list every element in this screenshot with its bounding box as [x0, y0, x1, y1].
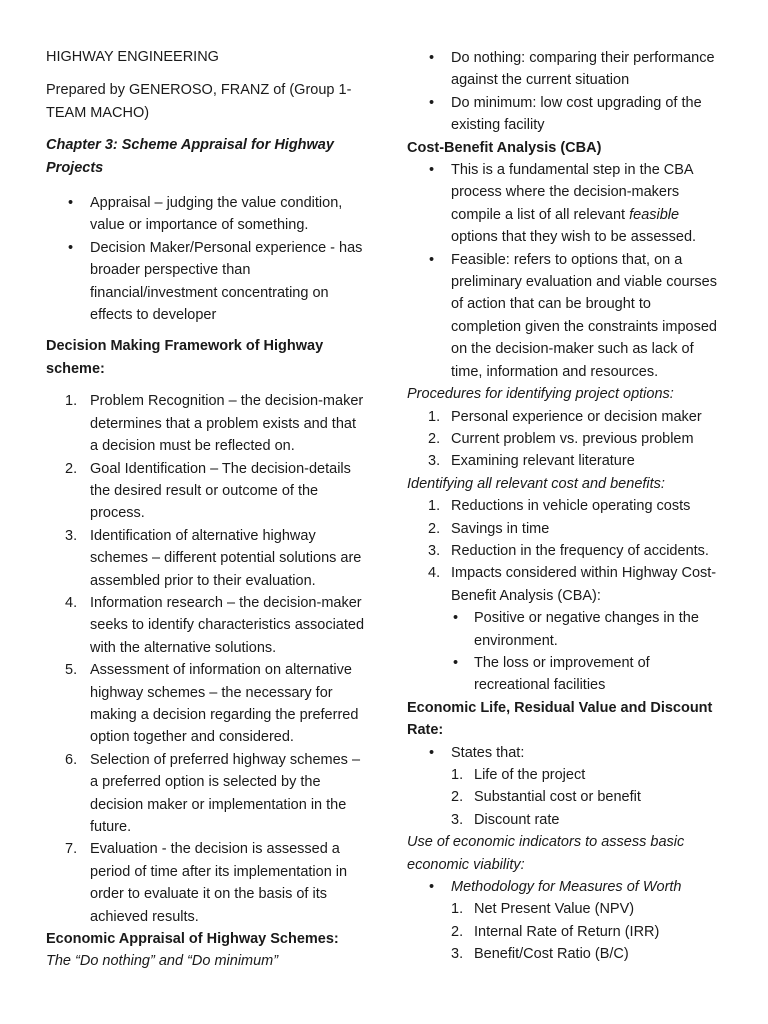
methodology-bullet-list: [407, 876, 725, 966]
framework-list: [46, 390, 368, 928]
list-item: • Do nothing: comparing their performance against the current situation: [407, 47, 725, 92]
list-item: [46, 390, 368, 457]
list-item: • Positive or negative changes in the environment.: [451, 607, 725, 652]
list-item: • Do minimum: low cost upgrading of the existing facility: [407, 92, 725, 137]
list-item: [451, 809, 725, 831]
list-text: This is a fundamental step in the CBA process where the decision-makers compile a list of all relevant: [451, 162, 693, 223]
list-item: [407, 159, 725, 249]
list-text: Assessment of information on alternative highway schemes – the necessary for making a decision regarding the preferred option together and considered.: [90, 662, 359, 746]
intro-bullet-list: [46, 192, 368, 326]
list-item: [407, 450, 725, 472]
list-item: [46, 659, 368, 749]
list-text: Selection of preferred highway schemes – a preferred option is selected by the decision maker or implementation in the future.: [90, 751, 361, 835]
list-item: • Feasible: refers to options that, on a preliminary evaluation and viable courses of action that can be brought to completion given the constraints imposed on the decision-maker such as lack of time, information and resources.: [407, 249, 725, 383]
list-text: Problem Recognition – the decision-maker determines that a problem exists and that a decision must be reflected on.: [90, 393, 364, 455]
list-text: Information research – the decision-maker seeks to identify characteristics associated with the alternative solutions.: [90, 594, 365, 656]
list-item: [407, 428, 725, 450]
list-item: [46, 525, 368, 592]
list-item: [407, 518, 725, 540]
list-text: Benefit/Cost Ratio (B/C): [474, 946, 629, 963]
econ-life-heading: Economic Life, Residual Value and Discount Rate:: [407, 699, 713, 739]
document-title: HIGHWAY ENGINEERING: [46, 49, 219, 65]
list-number: 6.: [65, 751, 78, 768]
list-item: • The loss or improvement of recreational facilities: [451, 652, 725, 697]
list-number: 1.: [65, 393, 78, 410]
list-item: [407, 495, 725, 517]
list-number: 5.: [65, 662, 78, 679]
states-list: [451, 764, 725, 831]
list-number: 2.: [428, 430, 441, 447]
list-text: Discount rate: [474, 811, 560, 828]
list-number: 1.: [451, 767, 464, 783]
list-text: Current problem vs. previous problem: [451, 430, 694, 447]
impact-bullet-list: [451, 607, 725, 697]
list-item: [46, 749, 368, 839]
list-text: States that:: [451, 744, 525, 761]
list-number: 3.: [65, 527, 78, 544]
list-number: 2.: [451, 789, 464, 806]
list-item: [407, 562, 725, 696]
list-text: Net Present Value (NPV): [474, 901, 635, 918]
identify-list: [407, 495, 725, 697]
list-text: Examining relevant literature: [451, 453, 635, 470]
identify-heading: Identifying all relevant cost and benefits:: [407, 475, 665, 492]
cba-bullet-list: [407, 159, 725, 383]
list-item: • Appraisal – judging the value condition, value or importance of something.: [46, 192, 368, 237]
measures-list: [451, 898, 725, 965]
chapter-number: Chapter 3: [46, 137, 113, 154]
framework-heading: Decision Making Framework of Highway scheme:: [46, 338, 324, 377]
right-column: [407, 47, 725, 966]
list-text: Methodology for Measures of Worth: [451, 879, 682, 896]
list-text: Substantial cost or benefit: [474, 789, 641, 806]
list-item: [407, 876, 725, 966]
econ-appraisal-heading: Economic Appraisal of Highway Schemes:: [46, 931, 339, 948]
list-number: 2.: [451, 923, 464, 940]
procedures-list: [407, 406, 725, 473]
list-item: [46, 838, 368, 928]
list-text: Reductions in vehicle operating costs: [451, 498, 691, 515]
states-bullet-list: [407, 742, 725, 832]
list-item: [46, 592, 368, 659]
list-item: [407, 742, 725, 832]
chapter-heading: [46, 134, 368, 179]
list-number: 2.: [65, 460, 78, 477]
chapter-title: : Scheme Appraisal for Highway Projects: [46, 137, 334, 176]
list-text: Savings in time: [451, 520, 550, 537]
emphasis-text: feasible: [629, 206, 680, 223]
left-column: [46, 46, 368, 973]
list-number: 3.: [428, 542, 441, 559]
list-number: 2.: [428, 520, 441, 537]
list-text: Goal Identification – The decision-details the desired result or outcome of the process.: [90, 460, 351, 522]
list-item: [407, 540, 725, 562]
list-item: [46, 458, 368, 525]
list-item: • Decision Maker/Personal experience - has broader perspective than financial/investment concentrating on effects to developer: [46, 237, 368, 327]
list-text: Life of the project: [474, 767, 586, 783]
list-item: [451, 764, 725, 786]
list-text: Personal experience or decision maker: [451, 408, 702, 425]
list-number: 4.: [428, 565, 441, 582]
list-text: Impacts considered within Highway Cost-Benefit Analysis (CBA):: [451, 565, 717, 604]
list-number: 7.: [65, 841, 78, 858]
cba-heading: Cost-Benefit Analysis (CBA): [407, 139, 602, 156]
list-number: 1.: [428, 408, 441, 425]
list-item: [451, 898, 725, 920]
list-text: Identification of alternative highway schemes – different potential solutions are assembled prior to their evaluation.: [90, 527, 362, 589]
list-item: [451, 943, 725, 965]
list-number: 4.: [65, 594, 78, 611]
procedures-heading: Procedures for identifying project options:: [407, 386, 674, 403]
list-text: Reduction in the frequency of accidents.: [451, 542, 709, 559]
list-number: 1.: [428, 498, 441, 515]
list-text: options that they wish to be assessed.: [451, 229, 697, 246]
prepared-by: Prepared by GENEROSO, FRANZ of (Group 1-TEAM MACHO): [46, 82, 352, 121]
indicators-heading: Use of economic indicators to assess basic economic viability:: [407, 834, 685, 873]
list-item: [451, 921, 725, 943]
list-item: [451, 786, 725, 808]
list-number: 3.: [428, 453, 441, 470]
list-item: [407, 406, 725, 428]
list-number: 3.: [451, 946, 464, 963]
list-text: Internal Rate of Return (IRR): [474, 923, 660, 940]
list-text: Evaluation - the decision is assessed a period of time after its implementation in order to evaluate it on the basis of its achieved results.: [90, 841, 348, 925]
do-options-list: [407, 47, 725, 137]
list-number: 1.: [451, 901, 464, 918]
econ-appraisal-subheading: The “Do nothing” and “Do minimum”: [46, 953, 279, 970]
list-number: 3.: [451, 811, 464, 828]
